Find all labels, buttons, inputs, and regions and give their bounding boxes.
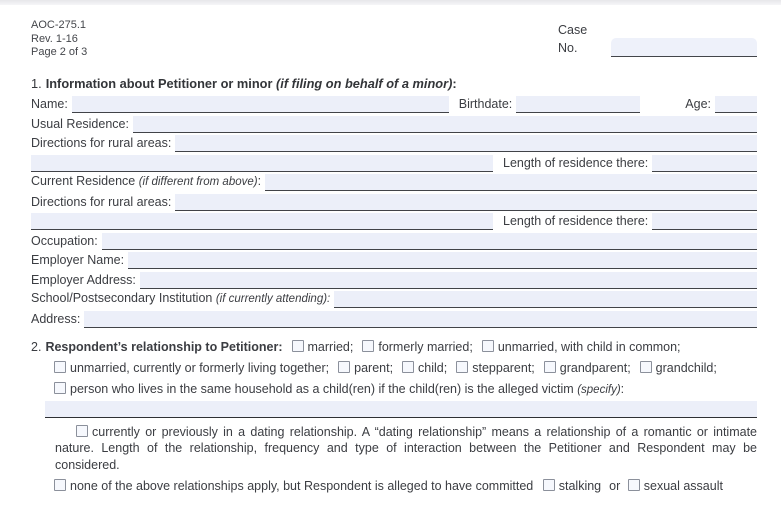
directions-rural-continuation-field-1[interactable] bbox=[31, 155, 493, 172]
section1-title-italic: (if filing on behalf of a minor) bbox=[276, 76, 453, 91]
married-checkbox[interactable] bbox=[292, 340, 304, 352]
stalking-checkbox[interactable] bbox=[543, 479, 555, 491]
option-living-together: unmarried, currently or formerly living together; bbox=[54, 361, 329, 375]
child-checkbox[interactable] bbox=[402, 361, 414, 373]
form-header bbox=[31, 5, 757, 67]
stalking-label: stalking bbox=[558, 479, 602, 493]
household-suffix: : bbox=[620, 381, 625, 396]
stepparent-checkbox[interactable] bbox=[456, 361, 468, 373]
length-residence-label-2: Length of residence there: bbox=[503, 214, 649, 228]
birthdate-label: Birthdate: bbox=[458, 97, 513, 111]
row-employer-name bbox=[31, 252, 757, 269]
length-residence-field-1[interactable] bbox=[652, 155, 757, 172]
household-checkbox[interactable] bbox=[54, 382, 66, 394]
dating-relationship-checkbox[interactable] bbox=[76, 425, 88, 437]
occupation-label: Occupation: bbox=[31, 233, 98, 248]
option-formerly-married: formerly married; bbox=[362, 340, 472, 354]
option-parent: parent; bbox=[338, 361, 393, 375]
formerly-married-checkbox[interactable] bbox=[362, 340, 374, 352]
usual-residence-label: Usual Residence: bbox=[31, 116, 129, 131]
none-option-label: none of the above relationships apply, but Respondent is alleged to have committed bbox=[70, 479, 534, 493]
current-residence-field[interactable] bbox=[265, 174, 757, 191]
dating-option-label: currently or previously in a dating relationship. A “dating relationship” means a relationship of a romantic or intimate nature. Length of the relationship, frequency and type of interaction between the Petitioner and Respondent may be considered. bbox=[55, 424, 757, 472]
section1-fields bbox=[31, 96, 757, 328]
school-label: School/Postsecondary Institution (if currently attending): bbox=[31, 291, 331, 305]
directions-rural-field-2[interactable] bbox=[175, 194, 757, 211]
row-directions-rural-1 bbox=[31, 135, 757, 152]
form-number: AOC-275.1 bbox=[31, 19, 87, 31]
grandparent-checkbox[interactable] bbox=[544, 361, 556, 373]
row-employer-address bbox=[31, 272, 757, 289]
employer-address-label: Employer Address: bbox=[31, 272, 136, 287]
household-option-label: person who lives in the same household as a child(ren) if the child(ren) is the alleged victim bbox=[70, 381, 578, 396]
address-label: Address: bbox=[31, 311, 81, 326]
current-residence-label: Current Residence (if different from above): bbox=[31, 174, 262, 188]
row-name bbox=[31, 96, 757, 113]
section2-none-line bbox=[31, 479, 757, 494]
living-together-checkbox[interactable] bbox=[54, 361, 66, 373]
school-label-italic: (if currently attending): bbox=[215, 293, 331, 305]
option-grandparent: grandparent; bbox=[544, 361, 631, 375]
usual-residence-field[interactable] bbox=[133, 116, 757, 133]
employer-name-field[interactable] bbox=[128, 252, 757, 269]
section1-heading bbox=[31, 76, 757, 91]
section2-title: Respondent’s relationship to Petitioner: bbox=[45, 339, 283, 354]
row-length-residence-1 bbox=[31, 155, 757, 172]
or-label: or bbox=[609, 479, 621, 493]
directions-rural-label-2: Directions for rural areas: bbox=[31, 194, 172, 209]
case-number-group bbox=[558, 21, 757, 57]
directions-rural-field-1[interactable] bbox=[175, 135, 757, 152]
section2-number: 2. bbox=[31, 339, 42, 354]
name-label: Name: bbox=[31, 97, 68, 111]
grandchild-checkbox[interactable] bbox=[640, 361, 652, 373]
directions-rural-label-1: Directions for rural areas: bbox=[31, 136, 172, 150]
section2-options-line2 bbox=[31, 361, 757, 376]
section1-title-suffix: : bbox=[452, 76, 457, 91]
option-married: married; bbox=[292, 340, 354, 354]
employer-name-label: Employer Name: bbox=[31, 253, 125, 267]
section2-heading-line bbox=[31, 340, 757, 355]
option-unmarried-child: unmarried, with child in common; bbox=[482, 340, 681, 354]
address-field[interactable] bbox=[84, 311, 757, 328]
household-specify-field[interactable] bbox=[45, 401, 757, 418]
form-revision: Rev. 1-16 bbox=[31, 32, 78, 45]
row-usual-residence bbox=[31, 116, 757, 133]
section1-title: Information about Petitioner or minor bbox=[45, 76, 277, 91]
row-directions-rural-2 bbox=[31, 194, 757, 211]
school-field[interactable] bbox=[334, 291, 757, 308]
row-current-residence bbox=[31, 174, 757, 191]
current-residence-label-italic: (if different from above) bbox=[138, 176, 258, 188]
birthdate-field[interactable] bbox=[516, 96, 640, 113]
sexual-assault-label: sexual assault bbox=[643, 479, 723, 493]
option-stepparent: stepparent; bbox=[456, 361, 535, 375]
row-school bbox=[31, 291, 757, 308]
form-page-number: Page 2 of 3 bbox=[31, 46, 88, 58]
directions-rural-continuation-field-2[interactable] bbox=[31, 213, 493, 230]
parent-checkbox[interactable] bbox=[338, 361, 350, 373]
section2-household-line bbox=[31, 382, 757, 398]
occupation-field[interactable] bbox=[102, 233, 757, 250]
row-occupation bbox=[31, 233, 757, 250]
option-child: child; bbox=[402, 361, 447, 375]
length-residence-label-1: Length of residence there: bbox=[503, 155, 649, 170]
length-residence-field-2[interactable] bbox=[652, 213, 757, 230]
case-number-label: Case No. bbox=[558, 23, 588, 55]
age-field[interactable] bbox=[715, 96, 757, 113]
none-apply-checkbox[interactable] bbox=[54, 479, 66, 491]
sexual-assault-checkbox[interactable] bbox=[628, 479, 640, 491]
unmarried-child-checkbox[interactable] bbox=[482, 340, 494, 352]
age-label: Age: bbox=[685, 97, 711, 111]
section1-number: 1. bbox=[31, 76, 42, 91]
household-specify-italic: (specify) bbox=[577, 383, 621, 396]
row-length-residence-2 bbox=[31, 213, 757, 230]
section2 bbox=[31, 340, 757, 495]
case-number-field[interactable] bbox=[611, 38, 757, 57]
name-field[interactable] bbox=[72, 96, 449, 113]
section2-dating-paragraph bbox=[31, 424, 757, 474]
option-grandchild: grandchild; bbox=[640, 361, 717, 375]
row-address bbox=[31, 311, 757, 328]
employer-address-field[interactable] bbox=[140, 272, 757, 289]
